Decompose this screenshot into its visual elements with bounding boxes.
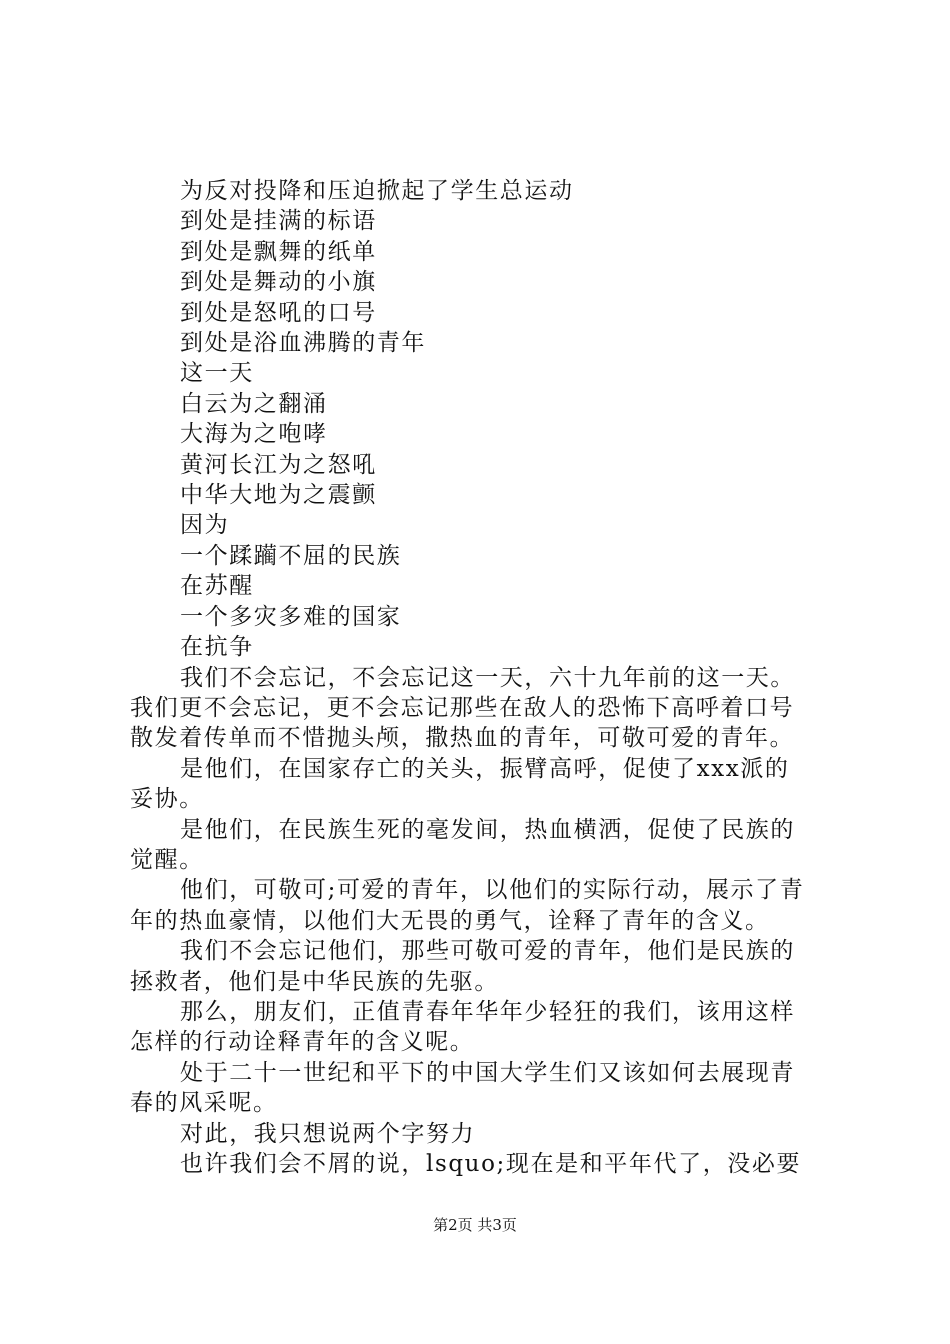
paragraph-first-line: 我们不会忘记，不会忘记这一天，六十九年前的这一天。: [180, 664, 795, 691]
poem-line: 这一天: [180, 360, 254, 387]
paragraph: [130, 936, 832, 997]
paragraph-first-line: 是他们，在民族生死的毫发间，热血横洒，促使了民族的: [180, 816, 795, 843]
paragraph-line: 怎样的行动诠释青年的含义呢。: [130, 1029, 475, 1056]
poem-line: 为反对投降和压迫掀起了学生总运动: [180, 178, 574, 204]
paragraph-first-line: 他们，可敬可;可爱的青年，以他们的实际行动，展示了青: [180, 877, 805, 904]
poem-line: 白云为之翻涌: [180, 390, 328, 417]
poem-line: 中华大地为之震颤: [180, 482, 377, 509]
paragraph-line: 春的风采呢。: [130, 1090, 278, 1117]
poem-line: 一个多灾多难的国家: [180, 603, 402, 630]
paragraph: [130, 754, 832, 815]
poem-line: 到处是飘舞的纸单: [180, 238, 377, 265]
paragraph-first-line: 我们不会忘记他们，那些可敬可爱的青年，他们是民族的: [180, 938, 795, 965]
paragraph-first-line: 是他们，在国家存亡的关头，振臂高呼，促使了xxx派的: [180, 755, 790, 782]
paragraph-line: 拯救者，他们是中华民族的先驱。: [130, 968, 499, 995]
poem-block: [130, 176, 832, 663]
paragraph: [130, 815, 832, 876]
poem-line: 一个蹂躏不屈的民族: [180, 542, 402, 569]
poem-line: 黄河长江为之怒吼: [180, 451, 377, 478]
paragraph: [130, 875, 832, 936]
paragraph-line: 我们更不会忘记，更不会忘记那些在敌人的恐怖下高呼着口号: [130, 694, 795, 721]
paragraphs-block: [130, 663, 832, 1180]
poem-line: 在苏醒: [180, 573, 254, 600]
paragraph-first-line: 也许我们会不屑的说，lsquo;现在是和平年代了，没必要: [180, 1151, 802, 1177]
poem-line: 在抗争: [180, 634, 254, 661]
paragraph: [130, 997, 832, 1058]
poem-line: 到处是挂满的标语: [180, 208, 377, 235]
paragraph: [130, 663, 832, 754]
paragraph: [130, 1149, 832, 1179]
paragraph-first-line: 对此，我只想说两个字努力: [180, 1120, 476, 1147]
paragraph-first-line: 处于二十一世纪和平下的中国大学生们又该如何去展现青: [180, 1059, 795, 1086]
paragraph-line: 妥协。: [130, 786, 204, 813]
paragraph-first-line: 那么，朋友们，正值青春年华年少轻狂的我们，该用这样: [180, 998, 795, 1025]
document-body: [130, 176, 832, 1179]
paragraph-line: 觉醒。: [130, 846, 204, 873]
poem-line: 到处是浴血沸腾的青年: [180, 330, 426, 357]
poem-line: 到处是怒吼的口号: [180, 299, 377, 326]
page-footer: 第2页 共3页: [433, 1216, 517, 1234]
poem-line: 大海为之咆哮: [180, 421, 328, 448]
poem-line: 到处是舞动的小旗: [180, 269, 377, 296]
poem-line: 因为: [180, 512, 230, 539]
paragraph-line: 年的热血豪情，以他们大无畏的勇气，诠释了青年的含义。: [130, 907, 770, 934]
paragraph-line: 散发着传单而不惜抛头颅，撒热血的青年，可敬可爱的青年。: [130, 725, 795, 752]
paragraph: [130, 1119, 832, 1149]
paragraph: [130, 1058, 832, 1119]
